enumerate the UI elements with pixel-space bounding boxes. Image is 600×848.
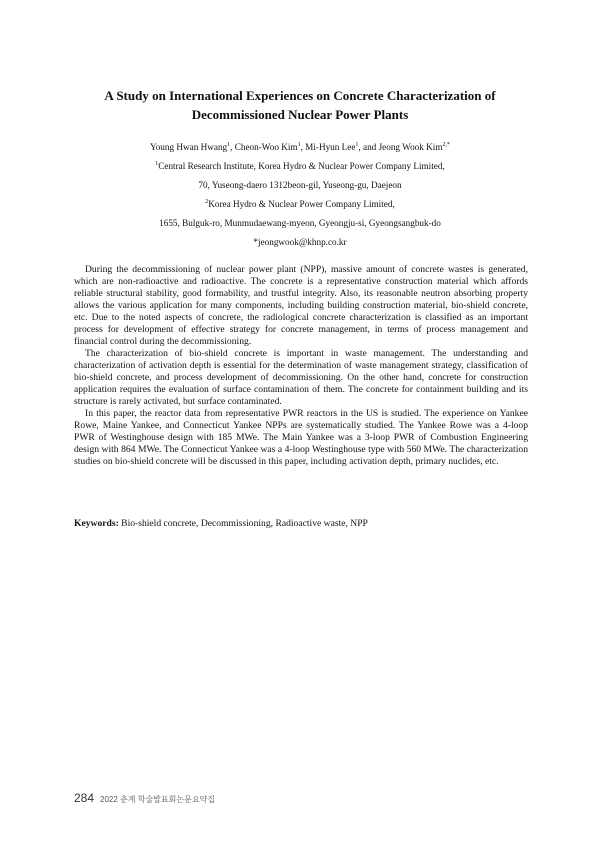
affiliation-1-line-1: [40, 157, 560, 176]
page-footer: [74, 789, 215, 807]
author-affiliation-mark: 1: [227, 141, 231, 148]
conference-name: 2022 춘계 학술발표회논문요약집: [100, 795, 216, 804]
author-affiliation-mark: 2,*: [442, 141, 450, 148]
title-line-1: A Study on International Experiences on Concrete Characterization of: [104, 88, 496, 103]
author-affiliation-mark: 1: [297, 141, 301, 148]
author-name: Young Hwan Hwang: [149, 142, 228, 152]
author-list: Young Hwan Hwang$^1$, Cheon-Woo Kim$^1$, Mi-Hyun Lee$^1$, and Jeong Wook Kim$^{2,*}$: [149, 141, 450, 152]
affiliation-2-line-1: [40, 195, 560, 214]
page-number: 284: [74, 791, 95, 805]
keywords: [74, 518, 528, 530]
corresponding-email: *jeongwook@khnp.co.kr: [253, 237, 347, 247]
abstract-paragraph-2: The characterization of bio-shield concrete is important in waste management. The understanding and characterization of activation depth is essential for the determination of waste management strategy, classification of bio-shield concrete, and process development of decommissioning. On the other hand, concrete for construction application requires the evaluation of surface contamination of them. The concrete for containment building and its structure is rarely activated, but surface contaminated.: [74, 348, 528, 407]
author-name: and Jeong Wook Kim: [363, 142, 443, 152]
title-line-2: Decommissioned Nuclear Power Plants: [191, 107, 409, 122]
abstract-paragraph-1: During the decommissioning of nuclear power plant (NPP), massive amount of concrete wastes is generated, which are non-radioactive and radioactive. The concrete is a representative construction material which affords reliable structural stability, good formability, and trustful integrity. Also, its reasonable neutron absorbing property allows the various application for many components, including building construction material, bio-shield concrete, etc. Due to the noted aspects of concrete, the radiological concrete characterization is classified as an important process for development of effective strategy for concrete management, in terms of process management and financial control during the decommissioning.: [74, 264, 528, 347]
affiliation-text: Korea Hydro & Nuclear Power Company Limited,: [208, 199, 395, 209]
author-affiliation-mark: 1: [355, 141, 359, 148]
paper-title: [60, 86, 540, 124]
affiliation-mark: 1: [155, 160, 159, 167]
abstract: [74, 264, 528, 468]
keywords-text: Bio-shield concrete, Decommissioning, Radioactive waste, NPP: [121, 518, 368, 529]
author-name: Mi-Hyun Lee: [305, 142, 356, 152]
keywords-label: Keywords:: [74, 518, 119, 529]
author-name: Cheon-Woo Kim: [234, 142, 298, 152]
affiliation-text: Central Research Institute, Korea Hydro & Nuclear Power Company Limited,: [158, 161, 445, 171]
affiliation-mark: 2: [205, 198, 209, 205]
affiliation-2-line-2: 1655, Bulguk-ro, Munmudaewang-myeon, Gyeongju-si, Gyeongsangbuk-do: [159, 218, 441, 228]
author-block: [40, 138, 560, 252]
abstract-paragraph-3: In this paper, the reactor data from representative PWR reactors in the US is studied. The experience on Yankee Rowe, Maine Yankee, and Connecticut Yankee NPPs are systematically studied. The Yankee Rowe was a 4-loop PWR of Westinghouse design with 185 MWe. The Main Yankee was a 3-loop PWR of Combustion Engineering design with 864 MWe. The Connecticut Yankee was a 4-loop Westinghouse type with 560 MWe. The characterization studies on bio-shield concrete will be discussed in this paper, including activation depth, primary nuclides, etc.: [74, 408, 528, 467]
affiliation-1-line-2: 70, Yuseong-daero 1312beon-gil, Yuseong-gu, Daejeon: [198, 180, 402, 190]
